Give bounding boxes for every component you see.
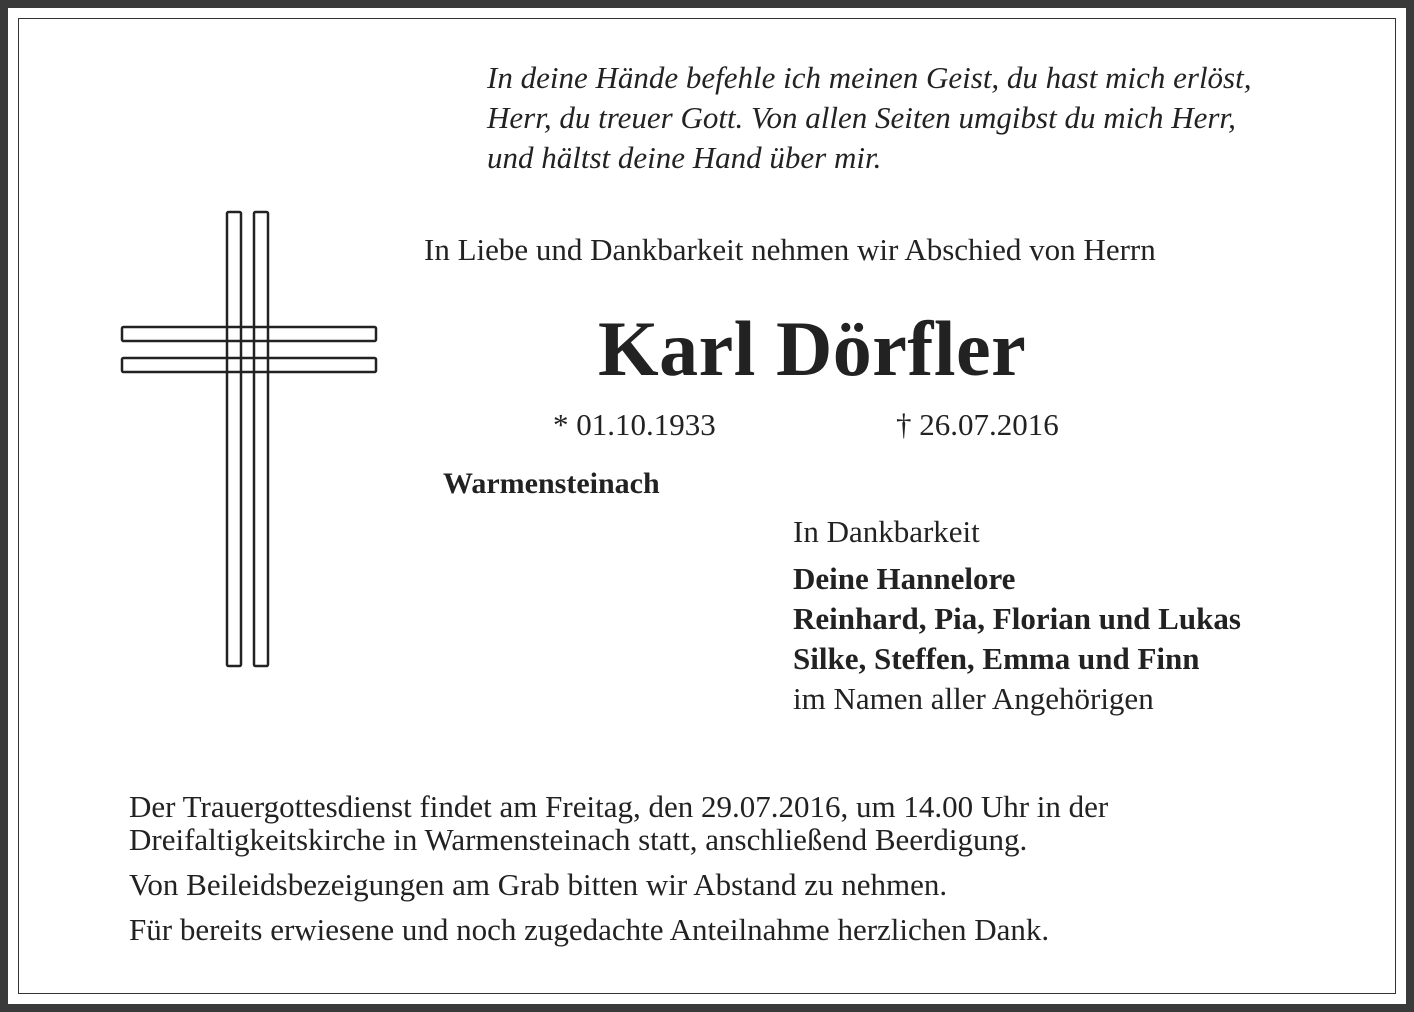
birth-date: * 01.10.1933 bbox=[553, 407, 716, 442]
mourners-closing: im Namen aller Angehörigen bbox=[793, 681, 1154, 716]
verse-line: Herr, du treuer Gott. Von allen Seiten umgibst du mich Herr, bbox=[487, 100, 1236, 135]
death-date: † 26.07.2016 bbox=[896, 407, 1059, 442]
service-line: Von Beileidsbezeigungen am Grab bitten wir Abstand zu nehmen. bbox=[129, 867, 948, 902]
funeral-service-info bbox=[129, 790, 1108, 946]
mourner-line: Silke, Steffen, Emma und Finn bbox=[793, 641, 1200, 676]
mourners-heading: In Dankbarkeit bbox=[793, 514, 980, 549]
verse-line: und hältst deine Hand über mir. bbox=[487, 140, 882, 175]
verse-line: In deine Hände befehle ich meinen Geist, du hast mich erlöst, bbox=[487, 60, 1252, 95]
farewell-intro: In Liebe und Dankbarkeit nehmen wir Abschied von Herrn bbox=[424, 232, 1156, 267]
mourner-line: Deine Hannelore bbox=[793, 561, 1016, 596]
bible-verse bbox=[487, 58, 1251, 178]
cross-icon bbox=[120, 210, 380, 672]
mourners-block bbox=[793, 512, 1241, 719]
service-line: Der Trauergottesdienst findet am Freitag, den 29.07.2016, um 14.00 Uhr in der bbox=[129, 789, 1109, 824]
deceased-name: Karl Dörfler bbox=[598, 305, 1027, 392]
service-line: Für bereits erwiesene und noch zugedachte Anteilnahme herzlichen Dank. bbox=[129, 912, 1050, 947]
place-name: Warmensteinach bbox=[443, 467, 660, 500]
service-line: Dreifaltigkeitskirche in Warmensteinach statt, anschließend Beerdigung. bbox=[129, 822, 1028, 857]
mourner-line: Reinhard, Pia, Florian und Lukas bbox=[793, 601, 1241, 636]
